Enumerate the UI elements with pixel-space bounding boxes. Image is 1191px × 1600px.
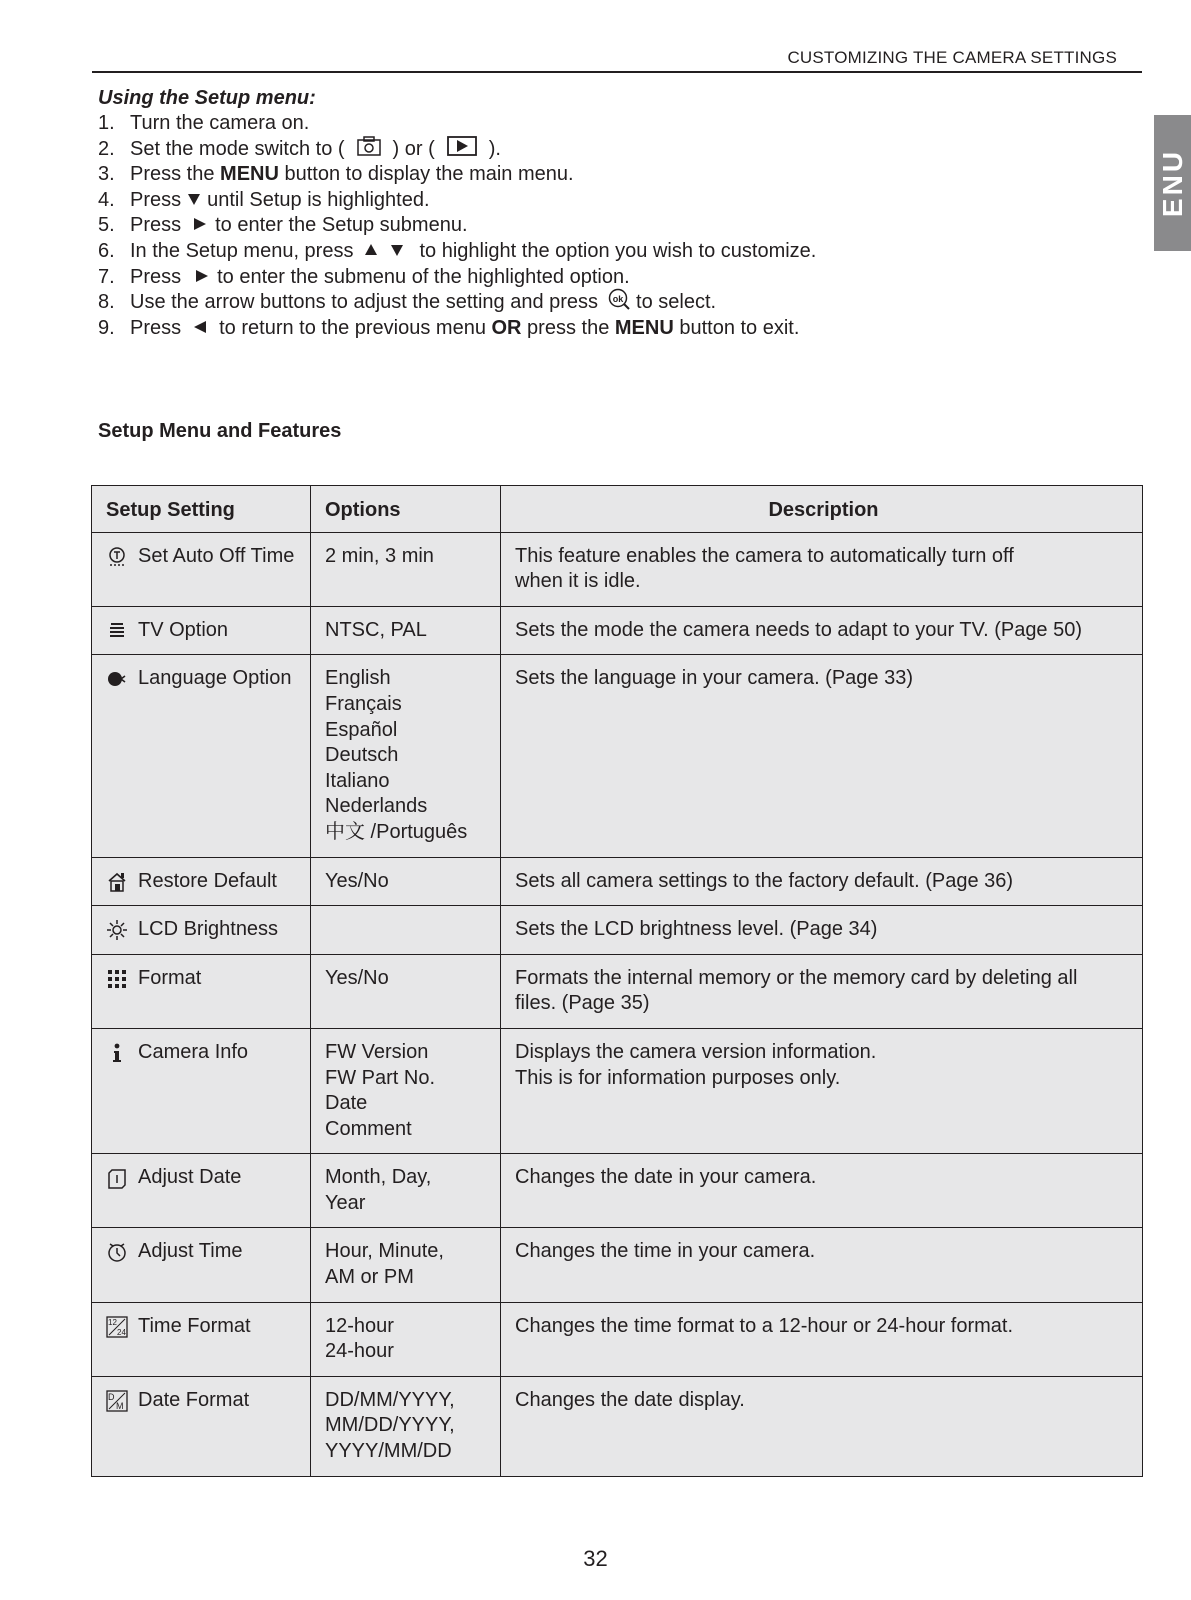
setting-label: LCD Brightness <box>138 918 279 941</box>
table-header-row <box>92 486 1143 533</box>
options-cell <box>311 1228 501 1302</box>
step-text: In the Setup menu, press <box>130 239 354 262</box>
option-value: Hour, Minute, <box>325 1240 444 1263</box>
restore-default-icon <box>106 871 128 893</box>
step-7 <box>98 265 1098 291</box>
setting-cell-content <box>106 1040 300 1066</box>
option-value: MM/DD/YYYY, <box>325 1414 455 1437</box>
option-value: Nederlands <box>325 795 428 818</box>
table-row <box>92 1228 1143 1302</box>
step-text: to select. <box>636 291 717 314</box>
step-text: Press <box>130 316 182 339</box>
step-text: ) or ( <box>392 137 435 160</box>
description-text: files. (Page 35) <box>515 992 650 1015</box>
setting-cell <box>92 1154 311 1228</box>
setting-cell <box>92 906 311 955</box>
option-value: Deutsch <box>325 744 399 767</box>
option-value: Comment <box>325 1117 412 1140</box>
option-value: Date <box>325 1092 368 1115</box>
setting-cell <box>92 1228 311 1302</box>
step-text: Set the mode switch to ( <box>130 137 345 160</box>
table-row <box>92 1028 1143 1153</box>
setting-cell <box>92 857 311 906</box>
step-number: 5. <box>98 214 115 237</box>
setting-cell-content <box>106 1314 300 1340</box>
description-text: Changes the date in your camera. <box>515 1166 817 1189</box>
option-value: NTSC, PAL <box>325 618 427 641</box>
language-icon <box>106 668 128 690</box>
camera-mode-icon <box>357 135 381 165</box>
svg-text:24: 24 <box>117 1327 126 1337</box>
calendar-icon <box>106 1167 128 1189</box>
svg-text:M: M <box>116 1400 124 1411</box>
description-cell <box>501 532 1143 606</box>
description-cell <box>501 857 1143 906</box>
step-text: until Setup is highlighted. <box>207 188 430 211</box>
option-value: Month, Day, <box>325 1166 432 1189</box>
date-format-icon <box>106 1390 128 1412</box>
step-3 <box>98 162 1098 188</box>
option-value: FW Part No. <box>325 1066 436 1089</box>
setting-label: Restore Default <box>138 869 277 892</box>
description-cell <box>501 1154 1143 1228</box>
setting-cell <box>92 1302 311 1376</box>
option-value: Español <box>325 718 398 741</box>
setting-label: Time Format <box>138 1314 251 1337</box>
up-down-arrows-icon <box>363 239 405 265</box>
option-value: Yes/No <box>325 869 389 892</box>
option-value: FW Version <box>325 1040 429 1063</box>
options-cell <box>311 1302 501 1376</box>
steps-list <box>98 111 1098 341</box>
step-text: Press <box>130 265 182 288</box>
table-row <box>92 1302 1143 1376</box>
step-text <box>130 162 574 188</box>
option-value: Italiano <box>325 769 390 792</box>
running-header: CUSTOMIZING THE CAMERA SETTINGS <box>787 48 1117 67</box>
step-number: 6. <box>98 239 115 262</box>
option-value: Year <box>325 1191 366 1214</box>
description-text: Sets all camera settings to the factory default. (Page 36) <box>515 869 1014 892</box>
step-text: to highlight the option you wish to customize. <box>419 239 817 262</box>
setting-cell <box>92 532 311 606</box>
option-value: YYYY/MM/DD <box>325 1440 452 1463</box>
setup-features-table <box>91 485 1143 1477</box>
step-number: 1. <box>98 112 115 134</box>
format-icon <box>106 968 128 990</box>
description-text: Displays the camera version information. <box>515 1040 877 1063</box>
step-text: Press <box>130 214 182 237</box>
option-value: Yes/No <box>325 966 389 989</box>
step-text-part: Press the <box>130 163 221 186</box>
tv-option-icon <box>106 620 128 642</box>
left-arrow-icon <box>193 316 207 342</box>
table-row <box>92 606 1143 655</box>
step-8 <box>98 290 1098 316</box>
description-text: Sets the LCD brightness level. (Page 34) <box>515 918 878 941</box>
down-arrow-icon <box>187 188 201 214</box>
setting-cell-content <box>106 618 300 644</box>
step-text: to enter the Setup submenu. <box>215 214 468 237</box>
description-text: This is for information purposes only. <box>515 1066 841 1089</box>
time-format-icon <box>106 1316 128 1338</box>
setting-label: Language Option <box>138 667 292 690</box>
description-cell <box>501 1228 1143 1302</box>
option-value: Français <box>325 692 402 715</box>
option-value: 中文 /Português <box>325 820 468 843</box>
svg-text:ok: ok <box>612 294 624 305</box>
description-cell <box>501 954 1143 1028</box>
description-text: Sets the mode the camera needs to adapt to your TV. (Page 50) <box>515 618 1083 641</box>
step-text: Turn the camera on. <box>130 112 310 134</box>
step-text-part: press the <box>521 316 615 339</box>
step-1 <box>98 111 1098 137</box>
step-number: 8. <box>98 291 115 314</box>
svg-text:12: 12 <box>108 1317 117 1327</box>
description-text: Changes the time format to a 12-hour or 24-hour format. <box>515 1314 1014 1337</box>
right-arrow-icon <box>195 265 209 291</box>
language-tab <box>1154 115 1191 251</box>
description-text: Changes the time in your camera. <box>515 1240 816 1263</box>
setting-cell-content <box>106 1165 300 1191</box>
options-cell <box>311 606 501 655</box>
setting-cell-content <box>106 869 300 895</box>
setting-cell-content <box>106 544 300 570</box>
description-cell <box>501 1028 1143 1153</box>
step-text: to enter the submenu of the highlighted option. <box>217 265 630 288</box>
header-rule <box>92 71 1142 73</box>
instructions-title: Using the Setup menu: <box>98 87 316 109</box>
step-number: 4. <box>98 188 115 211</box>
setting-cell <box>92 1028 311 1153</box>
step-number: 9. <box>98 316 115 339</box>
option-value: 2 min, 3 min <box>325 544 434 567</box>
setting-label: Adjust Time <box>138 1240 243 1263</box>
step-text <box>219 316 799 342</box>
options-cell <box>311 857 501 906</box>
step-text: Use the arrow buttons to adjust the setting and press <box>130 291 599 314</box>
setting-cell-content <box>106 1388 300 1414</box>
step-text-part: button to display the main menu. <box>278 163 574 186</box>
description-cell <box>501 655 1143 857</box>
table-row <box>92 532 1143 606</box>
table-row <box>92 906 1143 955</box>
setup-instructions <box>98 85 1098 341</box>
language-tab-label: ENU <box>1156 148 1188 218</box>
setting-label: TV Option <box>138 618 229 641</box>
description-text: Sets the language in your camera. (Page 33) <box>515 667 914 690</box>
step-5 <box>98 213 1098 239</box>
or-label: OR <box>491 316 522 339</box>
options-cell <box>311 1376 501 1476</box>
description-cell <box>501 1376 1143 1476</box>
description-cell <box>501 1302 1143 1376</box>
auto-off-timer-icon <box>106 546 128 568</box>
column-header-description: Description <box>501 486 1143 533</box>
step-6 <box>98 239 1098 265</box>
setting-label: Set Auto Off Time <box>138 544 295 567</box>
option-value: English <box>325 667 391 690</box>
options-cell <box>311 1154 501 1228</box>
setting-cell <box>92 954 311 1028</box>
step-number: 7. <box>98 265 115 288</box>
options-cell <box>311 906 501 955</box>
setting-cell-content <box>106 966 300 992</box>
setting-cell-content <box>106 1239 300 1265</box>
step-text: Press <box>130 188 182 211</box>
brightness-icon <box>106 919 128 941</box>
options-cell <box>311 1028 501 1153</box>
section-title: Setup Menu and Features <box>98 420 342 442</box>
setting-label: Camera Info <box>138 1040 249 1063</box>
step-text: ). <box>488 137 501 160</box>
description-text: Changes the date display. <box>515 1388 745 1411</box>
description-cell <box>501 606 1143 655</box>
description-cell <box>501 906 1143 955</box>
ok-button-icon <box>608 288 630 318</box>
option-value: AM or PM <box>325 1266 414 1289</box>
column-header-setting: Setup Setting <box>92 486 311 533</box>
table-row <box>92 857 1143 906</box>
menu-button-label: MENU <box>614 316 674 339</box>
column-header-options: Options <box>311 486 501 533</box>
setting-cell <box>92 606 311 655</box>
setting-cell <box>92 655 311 857</box>
description-text: when it is idle. <box>515 570 641 593</box>
clock-icon <box>106 1241 128 1263</box>
step-9 <box>98 316 1098 342</box>
table-row <box>92 1154 1143 1228</box>
description-text: Formats the internal memory or the memory card by deleting all <box>515 966 1078 989</box>
setting-cell <box>92 1376 311 1476</box>
option-value: DD/MM/YYYY, <box>325 1388 455 1411</box>
svg-text:D: D <box>108 1391 115 1402</box>
setting-cell-content <box>106 666 300 692</box>
description-text: This feature enables the camera to automatically turn off <box>515 544 1014 567</box>
options-cell <box>311 655 501 857</box>
setting-label: Date Format <box>138 1388 250 1411</box>
step-text-part: to return to the previous menu <box>219 316 492 339</box>
table-row <box>92 1376 1143 1476</box>
option-value: 24-hour <box>325 1340 394 1363</box>
table-row <box>92 954 1143 1028</box>
info-icon <box>106 1042 128 1064</box>
option-value: 12-hour <box>325 1314 394 1337</box>
step-text-part: button to exit. <box>673 316 800 339</box>
options-cell <box>311 532 501 606</box>
step-4 <box>98 188 1098 214</box>
page-number: 32 <box>583 1546 608 1571</box>
right-arrow-icon <box>193 213 207 239</box>
setting-cell-content <box>106 917 300 943</box>
setting-label: Adjust Date <box>138 1166 242 1189</box>
setting-label: Format <box>138 966 202 989</box>
step-number: 2. <box>98 137 115 160</box>
menu-button-label: MENU <box>220 163 279 186</box>
playback-mode-icon <box>447 135 477 165</box>
step-number: 3. <box>98 163 115 186</box>
step-2 <box>98 137 1098 163</box>
options-cell <box>311 954 501 1028</box>
table-row <box>92 655 1143 857</box>
